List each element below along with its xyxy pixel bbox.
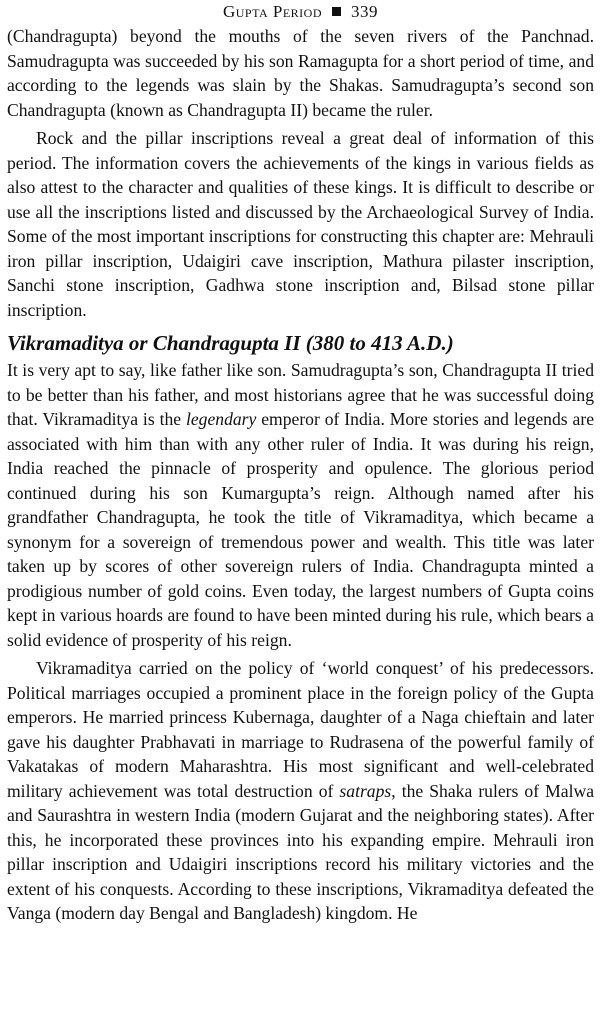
separator-square-icon [332, 7, 341, 16]
paragraph-inscriptions: Rock and the pillar inscriptions reveal a great deal of information of this period. The information covers the achievements of the kings in various fields as also attest to the character and qualities of these kings. It is difficult to describe or use all the inscriptions listed and discussed by the Archaeological Survey of India. Some of the most important inscriptions for constructing this chapter are: Mehrauli iron pillar inscription, Udaigiri cave inscription, Mathura pilaster inscription, Sanchi stone inscription, Gadhwa stone inscription and, Bilsad stone pillar inscription. [7, 128, 594, 320]
emphasis-legendary: legendary [185, 409, 257, 429]
paragraph-vikramaditya-intro: It is very apt to say, like father like son. Samudragupta’s son, Chandragupta II tried to be better than his father, and most historians agree that he was successful doing that. Vikramaditya is the legendary emperor of India. More stories and legends are associated with him than with any other ruler of India. It was during his reign, India reached the pinnacle of prosperity and opulence. The glorious period continued during his son Kumargupta’s reign. Although named after his grandfather Chandragupta, he took the title of Vikramaditya, which became a synonym for a sovereign of tremendous power and wealth. This title was later taken up by scores of other sovereign rulers of India. Chandragupta minted a prodigious number of gold coins. Even today, the largest numbers of Gupta coins kept in various hoards are found to have been minted during his rule, which bears a solid evidence of prosperity of his reign. [7, 360, 594, 650]
running-title: Gupta Period [222, 2, 323, 21]
section-heading: Vikramaditya or Chandragupta II (380 to 413 A.D.) [7, 331, 454, 355]
paragraph-continued: (Chandragupta) beyond the mouths of the seven rivers of the Panchnad. Samudragupta was succeeded by his son Ramagupta for a short period of time, and according to the legends was slain by the Shakas. Samudragupta’s second son Chandragupta (known as Chandragupta II) became the ruler. [7, 26, 594, 120]
emphasis-satraps: satraps [339, 780, 392, 801]
paragraph-conquests: Vikramaditya carried on the policy of ‘world conquest’ of his predecessors. Political marriages occupied a prominent place in the foreign policy of the Gupta emperors. He married princess Kubernaga, daughter of a Naga chieftain and later gave his daughter Prabhavati in marriage to Rudrasena of the powerful family of Vakatakas of modern Maharashtra. His most significant and well-celebrated military achievement was total destruction of satraps, the Shaka rulers of Malwa and Saurashtra in western India (modern Gujarat and the neighboring states). After this, he incorporated these provinces into his expanding empire. Mehrauli iron pillar inscription and Udaigiri inscriptions record his military victories and the extent of his conquests. According to these inscriptions, Vikramaditya defeated the Vanga (modern day Bengal and Bangladesh) kingdom. He [7, 658, 595, 923]
page-number: 339 [351, 2, 379, 21]
running-header [7, 0, 594, 24]
